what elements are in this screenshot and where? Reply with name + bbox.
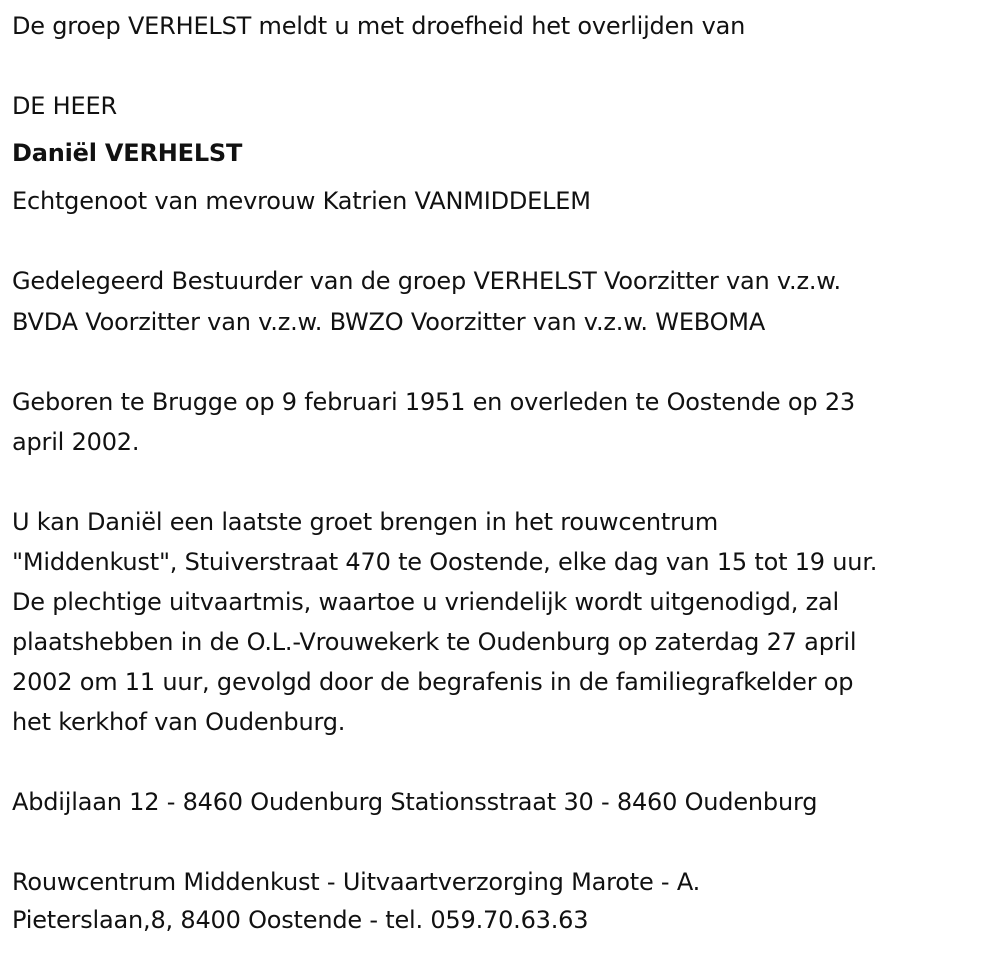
spouse-text: Echtgenoot van mevrouw Katrien VANMIDDELEM [12,187,591,215]
intro-text: De groep VERHELST meldt u met droefheid het overlijden van [12,12,746,40]
ceremony-line: De plechtige uitvaartmis, waartoe u vriendelijk wordt uitgenodigd, zal [12,588,839,616]
addresses-text: Abdijlaan 12 - 8460 Oudenburg Stationsstraat 30 - 8460 Oudenburg [12,788,818,816]
honorific-title: DE HEER [12,92,117,120]
ceremony-line: het kerkhof van Oudenburg. [12,708,346,736]
funeral-home-line: Pieterslaan,8, 8400 Oostende - tel. 059.70.63.63 [12,906,589,934]
deceased-name: Daniël VERHELST [12,139,243,167]
ceremony-line: U kan Daniël een laatste groet brengen in het rouwcentrum [12,508,718,536]
ceremony-line: 2002 om 11 uur, gevolgd door de begrafenis in de familiegrafkelder op [12,668,854,696]
functions-line: Gedelegeerd Bestuurder van de groep VERHELST Voorzitter van v.z.w. [12,267,841,295]
ceremony-line: "Middenkust", Stuiverstraat 470 te Oostende, elke dag van 15 tot 19 uur. [12,548,878,576]
functions-line: BVDA Voorzitter van v.z.w. BWZO Voorzitter van v.z.w. WEBOMA [12,308,766,336]
birth-death-line: april 2002. [12,428,140,456]
ceremony-line: plaatshebben in de O.L.-Vrouwekerk te Oudenburg op zaterdag 27 april [12,628,857,656]
birth-death-line: Geboren te Brugge op 9 februari 1951 en overleden te Oostende op 23 [12,388,855,416]
funeral-home-line: Rouwcentrum Middenkust - Uitvaartverzorging Marote - A. [12,868,701,896]
